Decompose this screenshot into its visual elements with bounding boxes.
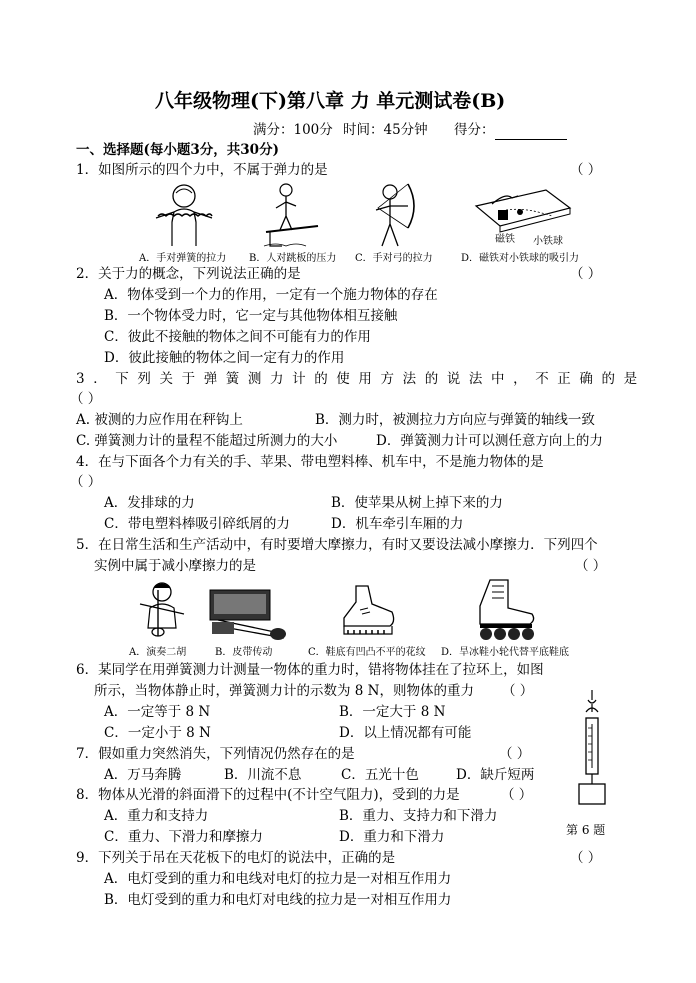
q5-stem-line1: 5．在日常生活和生产活动中，有时要增大摩擦力，有时又要设法减小摩擦力．下列四个 xyxy=(76,537,598,553)
q3-option-d: D．弹簧测力计可以测任意方向上的力 xyxy=(376,433,603,449)
q8-option-d: D．重力和下滑力 xyxy=(339,829,445,845)
q3-option-b: B．测力时，被测拉力方向应与弹簧的轴线一致 xyxy=(315,412,595,428)
q8-option-a: A．重力和支持力 xyxy=(104,808,209,824)
q2-option-b: B．一个物体受力时，它一定与其他物体相互接触 xyxy=(104,308,398,324)
q5-caption-a: A．演奏二胡 xyxy=(129,647,187,658)
q6-stem-line1: 6．某同学在用弹簧测力计测量一物体的重力时，错将物体挂在了拉环上，如图 xyxy=(76,662,544,678)
q7-stem: 7．假如重力突然消失，下列情况仍然存在的是 xyxy=(76,746,355,762)
q6-stem-line2: 所示，当物体静止时，弹簧测力计的示数为 8 N，则物体的重力 xyxy=(94,683,474,699)
q7-option-b: B．川流不息 xyxy=(224,767,302,783)
q8-bracket: （ ） xyxy=(501,787,533,803)
belt-drive-illustration xyxy=(208,588,290,640)
q2-option-d: D．彼此接触的物体之间一定有力的作用 xyxy=(104,350,345,366)
q6-option-a: A．一定等于 8 N xyxy=(104,704,211,720)
q7-option-d: D．缺斤短两 xyxy=(456,767,535,783)
q7-bracket: （ ） xyxy=(499,746,531,762)
q4-bracket: （ ） xyxy=(70,474,102,490)
q6-figure-caption: 第 6 题 xyxy=(566,823,606,837)
q3-option-c: C. 弹簧测力计的量程不能超过所测力的大小 xyxy=(76,433,338,449)
q2-option-c: C．彼此不接触的物体之间不可能有力的作用 xyxy=(104,329,371,345)
score-field xyxy=(454,120,567,140)
q1-caption-b: B．人对跳板的压力 xyxy=(249,253,337,264)
q5-bracket: （ ） xyxy=(575,558,607,574)
q8-option-b: B．重力、支持力和下滑力 xyxy=(339,808,498,824)
q6-option-d: D．以上情况都有可能 xyxy=(339,725,472,741)
score-blank xyxy=(495,125,567,140)
q9-stem: 9．下列关于吊在天花板下的电灯的说法中，正确的是 xyxy=(76,850,396,866)
archer-illustration xyxy=(370,180,420,250)
score-label: 得分： xyxy=(454,122,495,138)
q2-stem: 2．关于力的概念，下列说法正确的是 xyxy=(76,266,301,282)
erhu-illustration xyxy=(132,578,192,640)
q6-bracket: （ ） xyxy=(502,683,534,699)
ball-label: 小铁球 xyxy=(533,236,563,247)
q6-option-b: B．一定大于 8 N xyxy=(339,704,446,720)
q3-option-a: A. 被测的力应作用在秤钩上 xyxy=(76,412,243,428)
q8-stem: 8．物体从光滑的斜面滑下的过程中(不计空气阻力)，受到的力是 xyxy=(76,787,460,803)
magnet-label: 磁铁 xyxy=(495,234,515,245)
q4-option-b: B．使苹果从树上掉下来的力 xyxy=(331,495,503,511)
q4-option-a: A．发排球的力 xyxy=(104,495,195,511)
q1-bracket: （ ） xyxy=(570,162,602,178)
q1-caption-a: A．手对弹簧的拉力 xyxy=(139,253,227,264)
q7-option-c: C．五光十色 xyxy=(341,767,419,783)
spring-stretch-illustration xyxy=(148,182,220,247)
q5-caption-c: C．鞋底有凹凸不平的花纹 xyxy=(308,647,426,658)
q4-option-d: D．机车牵引车厢的力 xyxy=(331,516,464,532)
shoe-sole-illustration xyxy=(334,582,402,642)
q1-stem: 1．如图所示的四个力中，不属于弹力的是 xyxy=(76,162,328,178)
section-heading: 一、选择题(每小题3分，共30分) xyxy=(76,142,279,158)
q1-caption-c: C．手对弓的拉力 xyxy=(355,253,433,264)
roller-skate-illustration xyxy=(468,578,540,642)
q2-bracket: （ ） xyxy=(570,266,602,282)
q4-stem: 4．在与下面各个力有关的手、苹果、带电塑料棒、机车中，不是施力物体的是 xyxy=(76,454,544,470)
q3-stem: 3．下列关于弹簧测力计的使用方法的说法中，不正确的是 xyxy=(76,371,646,387)
time-limit: 时间：45分钟 xyxy=(343,122,428,138)
q8-option-c: C．重力、下滑力和摩擦力 xyxy=(104,829,263,845)
spring-scale-illustration xyxy=(572,688,612,812)
q2-option-a: A．物体受到一个力的作用，一定有一个施力物体的存在 xyxy=(104,287,438,303)
full-score: 满分：100分 xyxy=(253,122,333,138)
q5-caption-d: D．旱冰鞋小轮代替平底鞋底 xyxy=(441,647,570,658)
q1-caption-d: D．磁铁对小铁球的吸引力 xyxy=(461,253,580,264)
q5-stem-line2: 实例中属于减小摩擦力的是 xyxy=(94,558,256,574)
q4-option-c: C．带电塑料棒吸引碎纸屑的力 xyxy=(104,516,290,532)
page-title: 八年级物理(下)第八章 力 单元测试卷(B) xyxy=(155,90,506,112)
q3-bracket: （ ） xyxy=(70,391,102,407)
q5-caption-b: B．皮带传动 xyxy=(215,647,273,658)
q9-option-b: B．电灯受到的重力和电灯对电线的拉力是一对相互作用力 xyxy=(104,892,452,908)
q9-option-a: A．电灯受到的重力和电线对电灯的拉力是一对相互作用力 xyxy=(104,871,452,887)
q6-option-c: C．一定小于 8 N xyxy=(104,725,211,741)
q7-option-a: A．万马奔腾 xyxy=(104,767,182,783)
q9-bracket: （ ） xyxy=(570,850,602,866)
springboard-illustration xyxy=(262,182,320,250)
